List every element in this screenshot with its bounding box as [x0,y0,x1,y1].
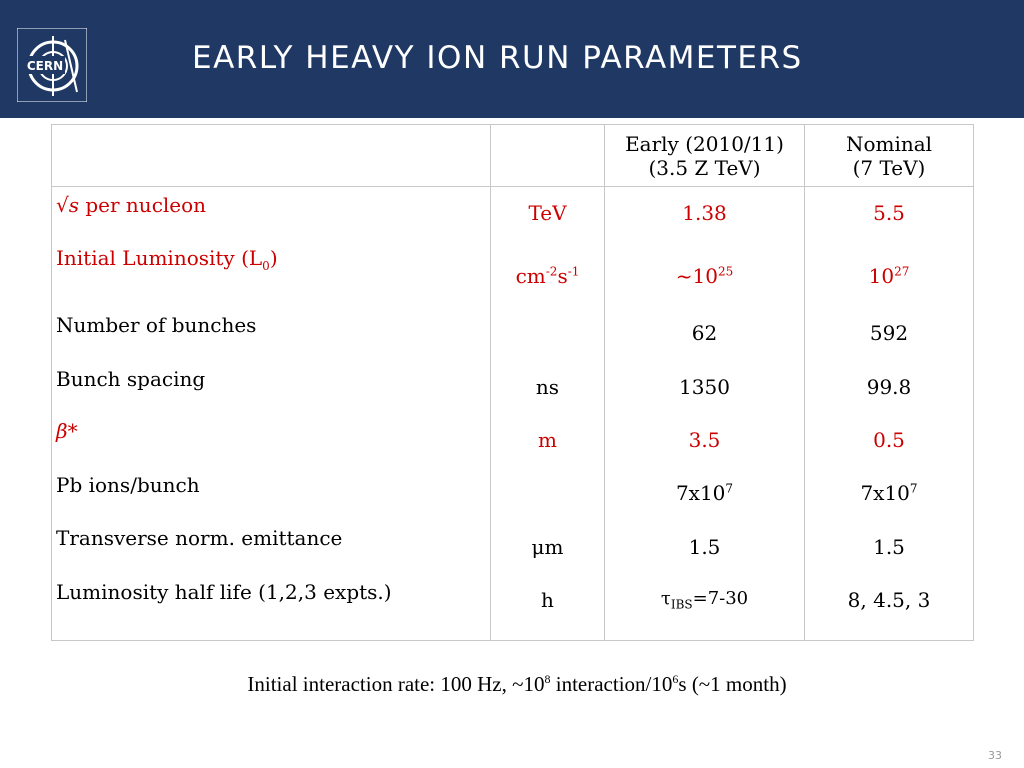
label-pb-ions-per-bunch: Pb ions/bunch [56,473,200,497]
unit-tev: TeV [528,201,567,225]
unit-m: m [538,428,557,452]
slide-title: EARLY HEAVY ION RUN PARAMETERS [192,40,803,76]
parameter-labels-column [52,187,491,641]
cern-logo-icon [17,28,87,102]
nominal-bunch-spacing-value: 99.8 [866,375,912,399]
early-pb-ions-value: $7x10^7$ [675,481,734,505]
unit-column [491,187,605,641]
table-body-row [52,187,974,641]
header-cell-unit [491,125,605,187]
nominal-column [805,187,974,641]
label-transverse-emittance: Transverse norm. emittance [56,526,343,550]
unit-ns: ns [535,375,560,399]
nominal-pb-ions-value: $7x10^7$ [860,481,918,505]
header-nominal-line1: Nominal [845,132,933,156]
nominal-sqrt-s-value: 5.5 [873,201,905,225]
header-cell-empty [52,125,491,187]
label-luminosity-half-life: Luminosity half life (1,2,3 expts.) [56,580,392,604]
interaction-rate-note: Initial interaction rate: 100 Hz, $\sim 10^8$ interaction/$10^6s$ (~1 month) [247,672,787,696]
unit-um: μm [531,535,564,559]
title-bar [0,0,1024,118]
header-early-line2: (3.5 Z TeV) [648,156,761,180]
early-beta-star-value: 3.5 [688,428,721,452]
table-header-row [52,125,974,187]
label-number-of-bunches: Number of bunches [56,313,257,337]
early-emittance-value: 1.5 [688,535,721,559]
early-bunches-value: 62 [691,321,718,345]
header-early-line1: Early (2010/11) [625,132,784,156]
nominal-beta-star-value: 0.5 [873,428,905,452]
label-beta-star: β* [56,419,78,443]
nominal-half-life-value: 8, 4.5, 3 [847,588,931,612]
header-nominal-line2: (7 TeV) [852,156,926,180]
label-initial-luminosity: Initial Luminosity $(L_0)$ [56,246,278,273]
header-cell-early [605,125,805,187]
page-number: 33 [988,749,1002,762]
unit-h: h [541,588,554,612]
early-bunch-spacing-value: 1350 [679,375,730,399]
early-luminosity-value: $\sim 10^{25}$ [675,264,734,288]
early-column [605,187,805,641]
label-sqrt-s: √s per nucleon [56,193,207,217]
nominal-emittance-value: 1.5 [873,535,905,559]
nominal-luminosity-value: $10^{27}$ [868,264,910,288]
nominal-bunches-value: 592 [869,321,909,345]
unit-cm2s1: $cm^{-2}s^{-1}$ [515,264,580,288]
early-half-life-value: $\tau_{IBS}=7-30$ [660,588,749,612]
early-sqrt-s-value: 1.38 [682,201,727,225]
header-cell-nominal [805,125,974,187]
label-bunch-spacing: Bunch spacing [56,367,206,391]
svg-text:CERN: CERN [26,59,64,73]
parameters-table [51,124,974,641]
